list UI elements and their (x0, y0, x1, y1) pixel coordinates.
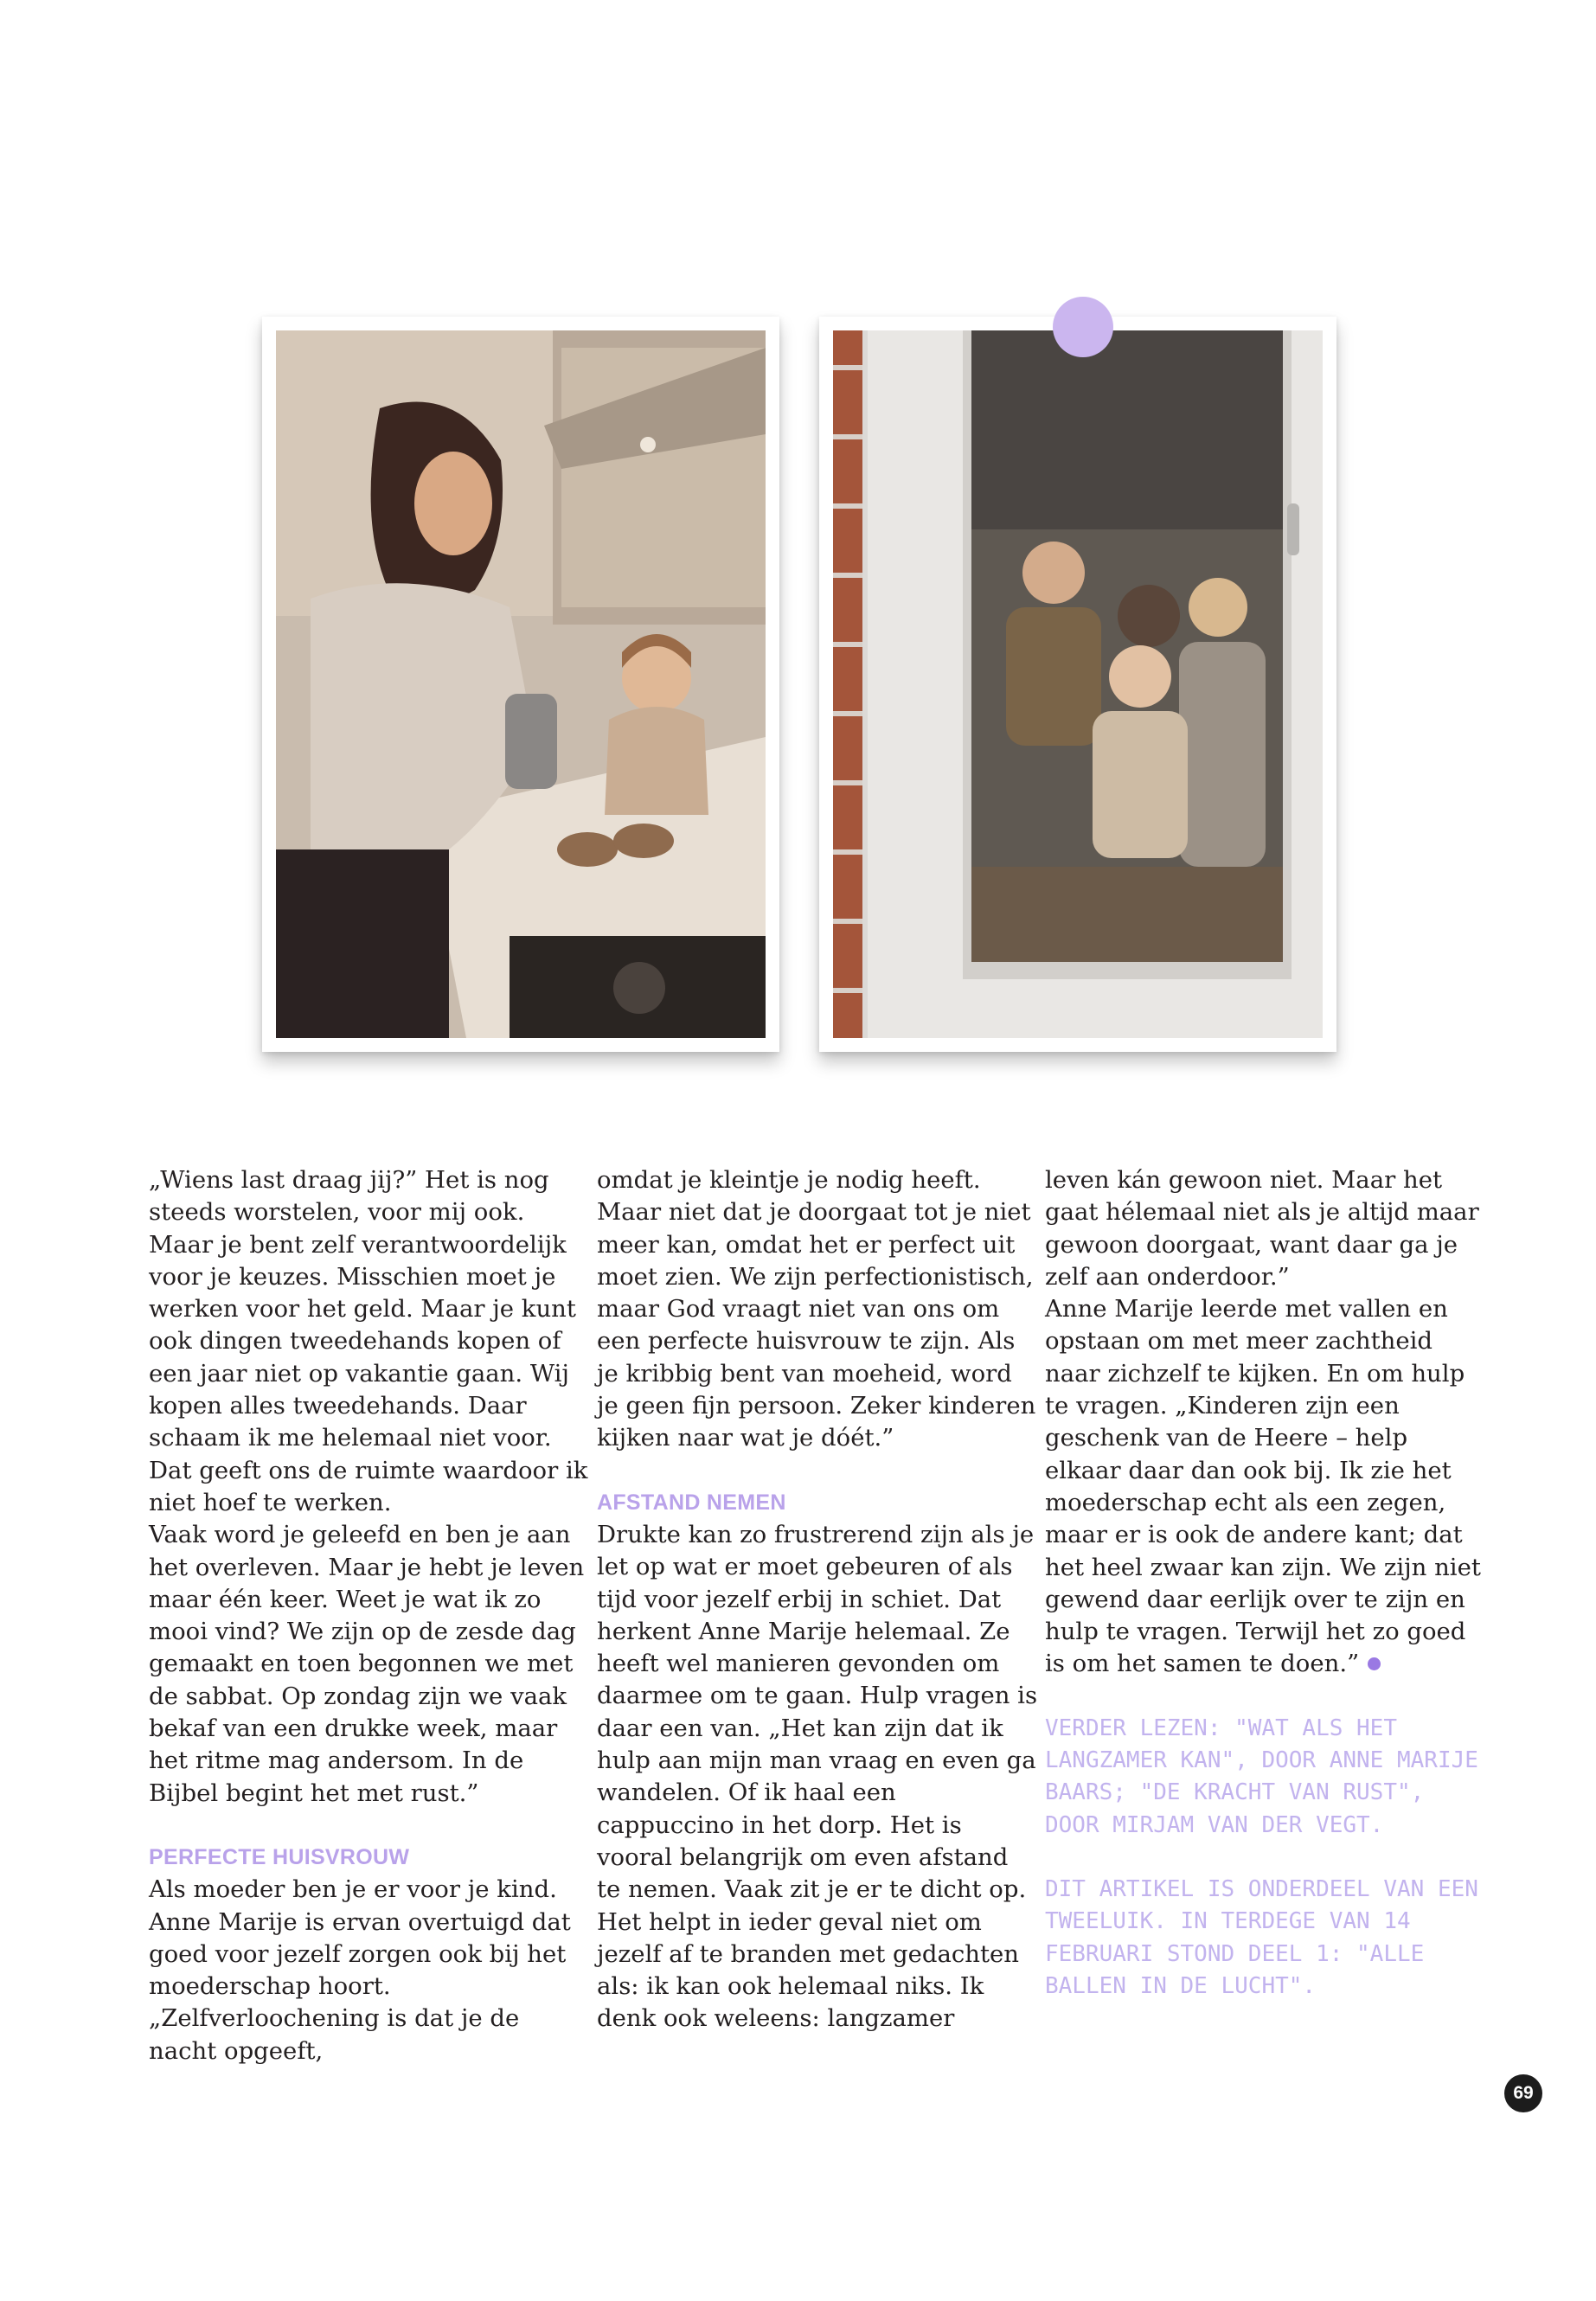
subheading-afstand-nemen: AFSTAND NEMEN (597, 1490, 786, 1515)
photo-kitchen (262, 317, 779, 1052)
page-number: 69 (1504, 2074, 1542, 2112)
article-column-2 (597, 1164, 1038, 2035)
series-note: DIT ARTIKEL IS ONDERDEEL VAN EEN TWEELUIK. IN TERDEGE VAN 14 FEBRUARI STOND DEEL 1: "ALLE BALLEN IN DE LUCHT". (1045, 1875, 1478, 1999)
decorative-pin-dot (1053, 297, 1113, 357)
kitchen-photo-image (276, 330, 766, 1038)
paragraph: „Wiens last draag jij?” Het is nog steeds worstelen, voor mij ook. Maar je bent zelf verantwoordelijk voor je keuzes. Misschien moet je werken voor het geld. Maar je kunt ook dingen tweedehands kopen of een jaar niet op vakantie gaan. Wij kopen alles tweedehands. Daar schaam ik me helemaal niet voor. Dat geeft ons de ruimte waardoor ik niet hoef te werken. (149, 1166, 588, 1516)
photo-window-family (819, 317, 1336, 1052)
paragraph: Vaak word je geleefd en ben je aan het overleven. Maar je hebt je leven maar één keer. Weet je wat ik zo mooi vind? We zijn op de zesde dag gemaakt en toen begonnen we met de sabbat. Op zondag zijn we vaak bekaf van een drukke week, maar het ritme mag andersom. In de Bijbel begint het met rust.” (149, 1521, 585, 1807)
subheading-perfecte-huisvrouw: PERFECTE HUISVROUW (149, 1844, 410, 1869)
paragraph: omdat je kleintje je nodig heeft. Maar niet dat je doorgaat tot je niet meer kan, omdat het er perfect uit moet zien. We zijn perfectionistisch, maar God vraagt niet van ons om een perfecte huisvrouw te zijn. Als je kribbig bent van moeheid, word je geen fijn persoon. Zeker kinderen kijken naar wat je dóét.” (597, 1166, 1036, 1452)
paragraph: Drukte kan zo frustrerend zijn als je let op wat er moet gebeuren of als tijd voor jezelf erbij in schiet. Dat herkent Anne Marije helemaal. Ze heeft wel manieren gevonden om daarmee om te gaan. Hulp vragen is daar een van. „Het kan zijn dat ik hulp aan mijn man vraag en even ga wandelen. Of ik haal een cappuccino in het dorp. Het is vooral belangrijk om even afstand te nemen. Vaak zit je er te dicht op. Het helpt in ieder geval niet om jezelf af te branden met gedachten als: ik kan ook helemaal niks. Ik denk ook weleens: langzamer (597, 1520, 1038, 2033)
paragraph: Als moeder ben je er voor je kind. Anne Marije is ervan overtuigd dat goed voor jezelf zorgen ook bij het moederschap hoort. „Zelfverloochening is dat je de nacht opgeeft, (149, 1875, 571, 2065)
paragraph: leven kán gewoon niet. Maar het gaat hélemaal niet als je altijd maar gewoon doorgaat, want daar ga je zelf aan onderdoor.” (1045, 1166, 1479, 1291)
article-column-1 (149, 1164, 590, 2067)
further-reading-note: VERDER LEZEN: "WAT ALS HET LANGZAMER KAN", DOOR ANNE MARIJE BAARS; "DE KRACHT VAN RUST", DOOR MIRJAM VAN DER VEGT. (1045, 1715, 1478, 1838)
article-column-3 (1045, 1164, 1486, 2003)
paragraph-final (1045, 1293, 1486, 1681)
window-photo-image (833, 330, 1323, 1038)
paragraph-text: Anne Marije leerde met vallen en opstaan om met meer zachtheid naar zichzelf te kijken. En om hulp te vragen. „Kinderen zijn een geschenk van de Heere – help elkaar daar dan ook bij. Ik zie het moederschap echt als een zegen, maar er is ook de andere kant; dat het heel zwaar kan zijn. We zijn niet gewend daar eerlijk over te zijn en hulp te vragen. Terwijl het zo goed is om het samen te doen.” (1045, 1295, 1481, 1678)
end-mark-dot (1368, 1657, 1381, 1670)
